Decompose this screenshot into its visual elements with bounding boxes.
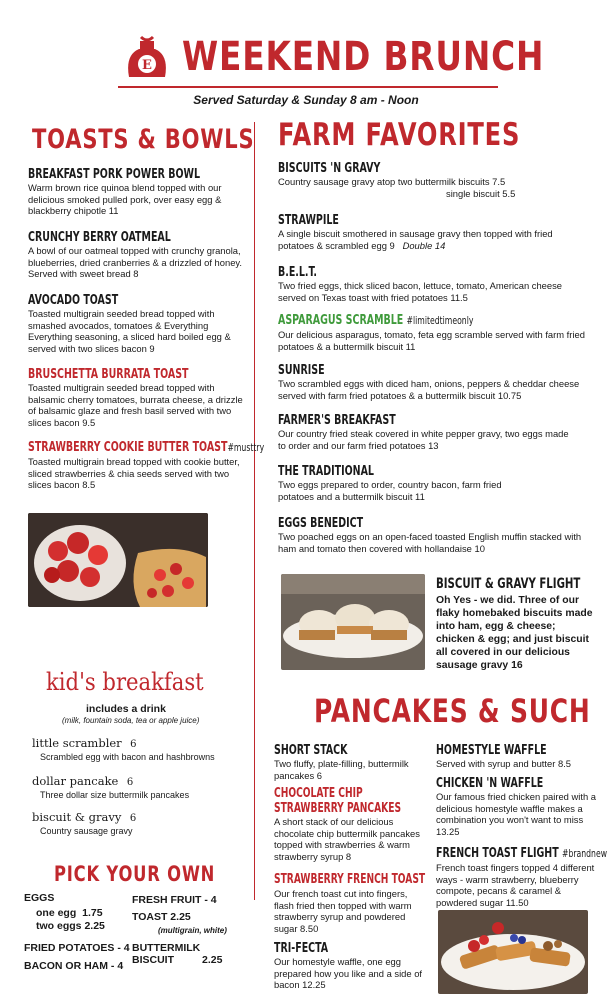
- item-name: BISCUIT & GRAVY FLIGHT: [436, 576, 581, 592]
- item-name: SUNRISE: [278, 362, 325, 378]
- item-desc: Warm brown rice quinoa blend topped with our delicious smoked pulled pork, over easy egg & blackberry chipotle 11: [28, 182, 222, 217]
- kids-item-name: dollar pancake: [32, 774, 119, 788]
- menu-item: [278, 515, 588, 554]
- item-name: CHOCOLATE CHIP STRAWBERRY PANCAKES: [274, 786, 402, 816]
- kids-item-desc: Scrambled egg with bacon and hashbrowns: [40, 752, 215, 762]
- pyo-eggs: EGGS: [24, 892, 55, 904]
- pyo-toast: TOAST 2.25: [132, 911, 191, 923]
- item-desc: Country sausage gravy atop two buttermilk biscuits 7.5: [278, 176, 506, 187]
- item-name: BISCUITS 'N GRAVY: [278, 160, 381, 176]
- item-name: THE TRADITIONAL: [278, 463, 374, 479]
- item-name: STRAWPILE: [278, 212, 339, 228]
- menu-item: [274, 786, 424, 862]
- kids-item-price: 6: [130, 739, 137, 750]
- menu-item: [436, 845, 608, 908]
- item-desc: Two scrambled eggs with diced ham, onions, peppers & cheddar cheese served with farm fried potatoes & a buttermilk biscuit 10.75: [278, 378, 580, 401]
- menu-item: [278, 362, 588, 401]
- kids-item-name: little scrambler: [32, 736, 122, 750]
- item-desc: Our homestyle waffle, one egg prepared how you like and a side of bacon 12.25: [274, 956, 423, 991]
- item-desc: Two fried eggs, thick sliced bacon, lettuce, tomato, American cheese served on Texas toast with fried potatoes 11.5: [278, 280, 562, 303]
- item-name: EGGS BENEDICT: [278, 515, 364, 531]
- kids-drink-note: includes a drink: [86, 703, 166, 715]
- item-name: STRAWBERRY FRENCH TOAST: [274, 872, 426, 887]
- item-name: AVOCADO TOAST: [28, 292, 119, 308]
- kids-section-title: kid's breakfast: [46, 668, 204, 696]
- item-name: FARMER'S BREAKFAST: [278, 412, 396, 428]
- farm-section-title: FARM FAVORITES: [278, 117, 521, 153]
- menu-item: [278, 264, 583, 303]
- item-name: B.E.L.T.: [278, 264, 317, 280]
- item-desc: A bowl of our oatmeal topped with crunchy granola, blueberries, dried cranberries & a drizzled of honey. Served with sweet bread 8: [28, 245, 242, 280]
- kids-item: [32, 772, 189, 800]
- kids-item-name: biscuit & gravy: [32, 810, 122, 824]
- item-name: ASPARAGUS SCRAMBLE #limitedtimeonly: [278, 312, 474, 328]
- item-name: HOMESTYLE WAFFLE: [436, 742, 547, 758]
- item-desc: Two eggs prepared to order, country bacon, farm fried potatoes and a buttermilk biscuit 11: [278, 479, 502, 502]
- pyo-toast-options: (multigrain, white): [158, 926, 227, 935]
- kids-item: [32, 734, 215, 762]
- pancakes-section-title: PANCAKES & SUCH: [314, 692, 591, 730]
- menu-item: [274, 872, 424, 934]
- item-name: STRAWBERRY COOKIE BUTTER TOAST#musttry: [28, 439, 265, 455]
- kids-drink-options: (milk, fountain soda, tea or apple juice): [62, 716, 200, 725]
- menu-item: [28, 166, 250, 217]
- kids-item-price: 6: [126, 777, 134, 788]
- menu-item: [436, 742, 596, 770]
- strawberry-toast-photo: [28, 513, 208, 607]
- item-desc: Two poached eggs on an open-faced toasted English muffin stacked with ham and tomato then covered with hollandaise 10: [278, 531, 582, 554]
- item-desc: Toasted multigrain bread topped with cookie butter, sliced strawberries & chia seeds served with two slices bacon 8.5: [28, 456, 240, 491]
- item-name: CHICKEN 'N WAFFLE: [436, 775, 544, 791]
- pyo-biscuit: BISCUIT 2.25: [132, 954, 223, 966]
- menu-item: [274, 940, 424, 991]
- item-desc: Our french toast cut into fingers, flash fried then topped with warm strawberry syrup and powdered sugar 8.50: [274, 888, 412, 934]
- page-title: WEEKEND BRUNCH: [182, 34, 545, 80]
- item-desc: Served with syrup and butter 8.5: [436, 758, 571, 769]
- item-name: SHORT STACK: [274, 742, 348, 758]
- pyo-two-eggs: two eggs 2.25: [36, 920, 105, 932]
- pyo-fried-potatoes: FRIED POTATOES - 4: [24, 942, 130, 954]
- column-divider: [254, 122, 255, 900]
- pyo-one-egg: one egg 1.75: [36, 907, 103, 919]
- menu-item: [28, 439, 265, 491]
- header-divider: [118, 86, 498, 88]
- biscuit-gravy-photo: [281, 574, 425, 670]
- item-name: BREAKFAST PORK POWER BOWL: [28, 166, 201, 182]
- pyo-biscuit-label-1: BUTTERMILK: [132, 942, 201, 954]
- item-desc: French toast fingers topped 4 different ways - warm strawberry, blueberry compote, pecans & caramel & powdered sugar 11.50: [436, 862, 595, 908]
- menu-item: [278, 160, 578, 199]
- item-tag: #limitedtimeonly: [406, 314, 474, 327]
- menu-item: [278, 212, 583, 251]
- item-desc: Our country fried steak covered in white pepper gravy, two eggs made to order and our farm fried potatoes 13: [278, 428, 569, 451]
- menu-item: [436, 775, 596, 837]
- item-name: FRENCH TOAST FLIGHT #brandnew: [436, 845, 608, 861]
- restaurant-logo: [121, 33, 173, 85]
- kids-item-desc: Three dollar size buttermilk pancakes: [40, 790, 190, 800]
- pyo-bacon-ham: BACON OR HAM - 4: [24, 960, 124, 972]
- pick-your-own-title: PICK YOUR OWN: [54, 862, 216, 886]
- item-name: CRUNCHY BERRY OATMEAL: [28, 229, 171, 245]
- item-tag: #brandnew: [561, 847, 608, 860]
- menu-item: [274, 742, 424, 781]
- menu-item-featured: [436, 576, 596, 672]
- menu-item: [28, 229, 250, 280]
- menu-item: [28, 366, 250, 428]
- item-name: TRI-FECTA: [274, 940, 329, 956]
- item-desc: Two fluffy, plate-filling, buttermilk pancakes 6: [274, 758, 409, 781]
- item-double-price: Double 14: [402, 239, 446, 251]
- item-desc: Oh Yes - we did. Three of our flaky homebaked biscuits made into ham, egg & cheese; chicken & egg; and just biscuit all covered in our delicious sausage gravy 16: [436, 595, 593, 671]
- kids-item-desc: Country sausage gravy: [40, 826, 133, 836]
- item-desc: Our delicious asparagus, tomato, feta egg scramble served with farm fried potatoes & a buttermilk biscuit 11: [278, 329, 585, 352]
- menu-item: [278, 312, 588, 352]
- serving-hours: Served Saturday & Sunday 8 am - Noon: [193, 93, 419, 107]
- item-desc: Our famous fried chicken paired with a delicious homestyle waffle makes a combination you won't want to miss 13.25: [436, 791, 596, 837]
- item-desc: A single biscuit smothered in sausage gravy then topped with fried potatoes & scrambled egg 9 Double 14: [278, 228, 553, 251]
- item-desc: A short stack of our delicious chocolate chip buttermilk pancakes topped with strawberries & warm strawberry syrup 8: [274, 816, 420, 862]
- kids-item: [32, 808, 136, 836]
- item-desc: Toasted multigrain seeded bread topped with balsamic cherry tomatoes, burrata cheese, a drizzle of balsamic glaze and fresh basil served with two slices bacon 9.5: [28, 382, 243, 428]
- menu-item: [278, 463, 538, 502]
- item-desc-alt: single biscuit 5.5: [446, 187, 516, 199]
- item-tag: #musttry: [227, 441, 265, 454]
- item-desc: Toasted multigrain seeded bread topped with smashed avocados, tomatoes & Everything Everything seasoning, a sliced hard boiled egg & served with two slices bacon 9: [28, 308, 231, 354]
- toasts-section-title: TOASTS & BOWLS: [32, 124, 255, 155]
- menu-item: [278, 412, 578, 451]
- item-name: BRUSCHETTA BURRATA TOAST: [28, 366, 189, 382]
- menu-item: [28, 292, 250, 354]
- logo-letter: E: [142, 58, 152, 73]
- kids-item-price: 6: [129, 813, 137, 824]
- pyo-fresh-fruit: FRESH FRUIT - 4: [132, 894, 217, 906]
- french-toast-photo: [438, 910, 588, 994]
